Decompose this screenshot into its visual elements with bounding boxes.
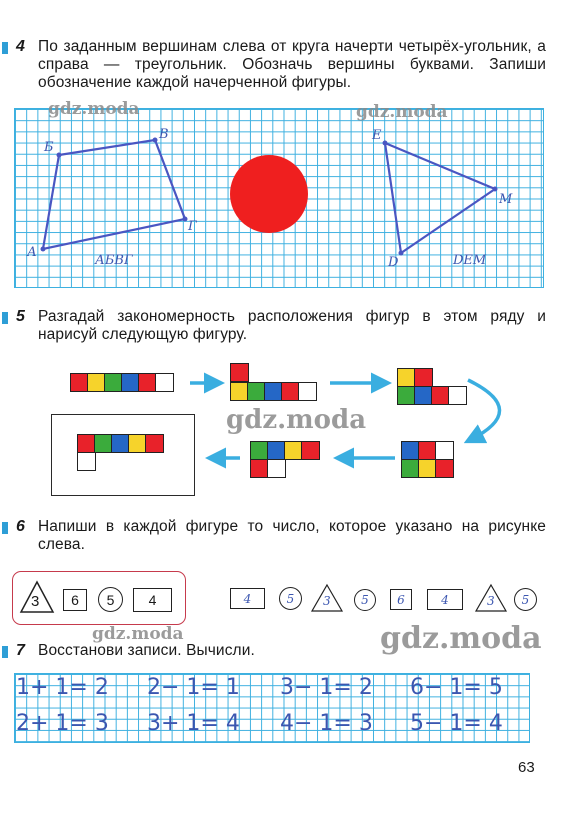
watermark: gdz.moda (48, 99, 140, 119)
watermark: gdz.moda (92, 624, 184, 644)
watermark: gdz.moda (226, 405, 367, 435)
vertex-label: Б (44, 140, 54, 155)
task-text: Разгадай закономерность расположения фигур в этом ряду и нарисуй следующую фигуру. (38, 308, 546, 343)
equation: 4− 1= 3 (280, 711, 373, 736)
vertex-label: В (159, 127, 169, 142)
equation: 5− 1= 4 (410, 711, 503, 736)
sample-rectangle: 4 (133, 588, 172, 612)
sample-triangle-number: 3 (31, 593, 40, 610)
vertex-label: Г (188, 219, 197, 234)
page-number: 63 (518, 759, 535, 776)
equation: 1+ 1= 2 (16, 675, 109, 700)
task-text: По заданным вершинам слева от круга начерти четырёх-угольник, а справа — треугольник. Обозначь вершины буквами. Запиши обозначение каждой начерченной фигуры. (38, 38, 546, 91)
figure-name-quad: АБВГ (95, 253, 133, 268)
equation: 6− 1= 5 (410, 675, 503, 700)
answer-rectangle: 4 (230, 588, 265, 609)
equation: 3+ 1= 4 (147, 711, 240, 736)
task-marker (2, 646, 8, 658)
task-number: 6 (16, 518, 25, 535)
task-number: 5 (16, 308, 25, 325)
sample-circle: 5 (98, 587, 123, 612)
watermark: gdz.moda (356, 102, 448, 122)
equation: 3− 1= 2 (280, 675, 373, 700)
red-circle (230, 155, 308, 233)
task-number: 4 (16, 38, 25, 55)
vertex-label: М (499, 192, 513, 207)
sample-square: 6 (63, 589, 87, 611)
task-number: 7 (16, 642, 25, 659)
answer-triangle-number: 3 (487, 594, 495, 608)
task-text: Восстанови записи. Вычисли. (38, 642, 255, 659)
answer-circle: 5 (279, 587, 302, 610)
vertex-label: А (27, 245, 37, 260)
quadrilateral (43, 140, 185, 249)
answer-circle: 5 (514, 588, 537, 611)
task-marker (2, 312, 8, 324)
answer-rectangle: 4 (427, 589, 463, 610)
equation: 2+ 1= 3 (16, 711, 109, 736)
vertex-label: Е (372, 128, 382, 143)
answer-circle: 5 (354, 589, 376, 611)
triangle (385, 143, 495, 253)
answer-triangle-number: 3 (323, 594, 331, 608)
equation: 2− 1= 1 (147, 675, 240, 700)
task-text: Напиши в каждой фигуре то число, которое указано на рисунке слева. (38, 518, 546, 553)
figure-name-tri: DEM (453, 253, 487, 268)
answer-square: 6 (390, 589, 412, 610)
watermark: gdz.moda (380, 621, 542, 656)
vertex-label: D (388, 255, 399, 270)
task-marker (2, 522, 8, 534)
